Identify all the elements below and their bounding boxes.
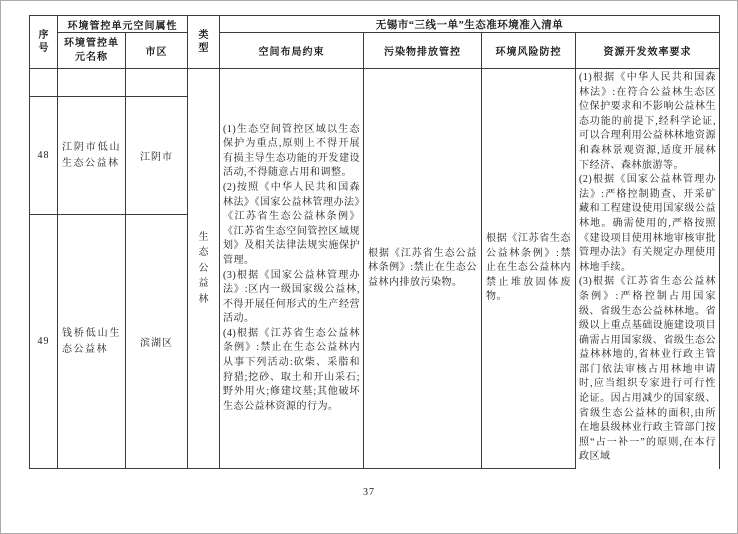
pollution-control-cell <box>364 69 482 469</box>
resource-requirement-item: (1)根据《中华人民共和国森林法》:在符合公益林生态区位保护要求和不影响公益林生态功能的前提下,经科学论证,可以合理利用公益林林地资源和森林景观资源,适度开展林下经济、森林旅游等。 <box>579 72 716 171</box>
access-list-table <box>29 15 720 469</box>
col-header-space-constraints-label: 空间布局约束 <box>258 47 325 58</box>
risk-control-cell <box>482 69 576 469</box>
space-constraint-item: (2)按照《中华人民共和国森林法》《国家公益林管理办法》《江苏省生态公益林条例》《江苏省生态空间管控区域规划》及相关法律法规实施保护管理。 <box>223 181 360 266</box>
resource-requirement-item: (2)根据《国家公益林管理办法》:严格控制勘查、开采矿藏和工程建设使用国家级公益林地。确需使用的,严格按照《建设项目使用林地审核审批管理办法》有关规定办理使用林地手续。 <box>579 174 716 273</box>
row-49-seq <box>30 215 58 469</box>
col-header-seq <box>30 16 58 69</box>
col-header-seq-label: 序号 <box>38 29 50 54</box>
col-header-resource-requirements <box>576 33 720 69</box>
row-48-seq-value: 48 <box>37 150 50 161</box>
col-header-type-label: 类型 <box>198 29 210 54</box>
header-attr-group <box>58 16 188 33</box>
space-constraint-item: (1)生态空间管控区域以生态保护为重点,原则上不得开展有损主导生态功能的开发建设活动,不得随意占用和调整。 <box>223 123 360 179</box>
page-number: 37 <box>363 487 375 498</box>
col-header-risk-control <box>482 33 576 69</box>
space-constraint-item: (3)根据《国家公益林管理办法》:区内一级国家级公益林,不得开展任何形式的生产经营活动。 <box>223 269 360 325</box>
pollution-control-text: 根据《江苏省生态公益林条例》:禁止在生态公益林内排放污染物。 <box>368 247 477 288</box>
row-48-seq <box>30 97 58 215</box>
row-49-district-value: 滨湖区 <box>140 338 173 349</box>
col-header-unit-name-label: 环境管控单元名称 <box>64 37 119 63</box>
col-header-risk-control-label: 环境风险防控 <box>495 47 562 58</box>
row-48-unit-name-value: 江阴市低山生态公益林 <box>62 142 121 169</box>
header-attr-group-label: 环境管控单元空间属性 <box>67 20 178 32</box>
col-header-space-constraints <box>220 33 364 69</box>
col-header-district <box>126 33 188 69</box>
row-48-district <box>126 97 188 215</box>
row-49-unit-name <box>58 215 126 469</box>
col-header-type <box>188 16 220 69</box>
col-header-district-label: 市区 <box>145 47 168 58</box>
table-title <box>220 16 720 33</box>
col-header-resource-requirements-label: 资源开发效率要求 <box>603 47 692 58</box>
stub-row-district-cell <box>126 69 188 97</box>
space-constraint-item: (4)根据《江苏省生态公益林条例》:禁止在生态公益林内从事下列活动:砍柴、采脂和狩猎;挖砂、取土和开山采石;野外用火;修建坟墓;其他破坏生态公益林资源的行为。 <box>223 327 360 412</box>
row-49-district <box>126 215 188 469</box>
table-title-label: 无锡市“三线一单”生态准环境准入清单 <box>375 19 564 31</box>
space-constraints-cell <box>220 69 364 469</box>
row-48-unit-name <box>58 97 126 215</box>
resource-requirements-text <box>576 69 719 465</box>
risk-control-text: 根据《江苏省生态公益林条例》:禁止在生态公益林内禁止堆放固体废物。 <box>486 233 571 303</box>
type-value-cell <box>188 69 220 469</box>
space-constraints-text <box>220 123 363 415</box>
type-value-text: 生态公益林 <box>198 231 209 305</box>
col-header-pollution-control <box>364 33 482 69</box>
col-header-unit-name <box>58 33 126 69</box>
row-48-district-value: 江阴市 <box>140 152 173 163</box>
resource-requirement-item: (3)根据《江苏省生态公益林条例》:严格控制占用国家级、省级生态公益林林地。省级以上重点基础设施建设项目确需占用国家级、省级生态公益林林地的,省林业行政主管部门依法审核占用林地申请时,应当组织专家进行可行性论证。因占用减少的国家级、省级生态公益林的面积,由所在地县级林业行政主管部门按照“占一补一”的原则,在本行政区域 <box>579 276 716 463</box>
stub-row-name-cell <box>58 69 126 97</box>
stub-row-seq-cell <box>30 69 58 97</box>
resource-requirements-cell <box>576 69 720 469</box>
row-49-unit-name-value: 钱桥低山生态公益林 <box>62 328 121 355</box>
col-header-pollution-control-label: 污染物排放管控 <box>384 47 461 58</box>
row-49-seq-value: 49 <box>37 336 50 347</box>
